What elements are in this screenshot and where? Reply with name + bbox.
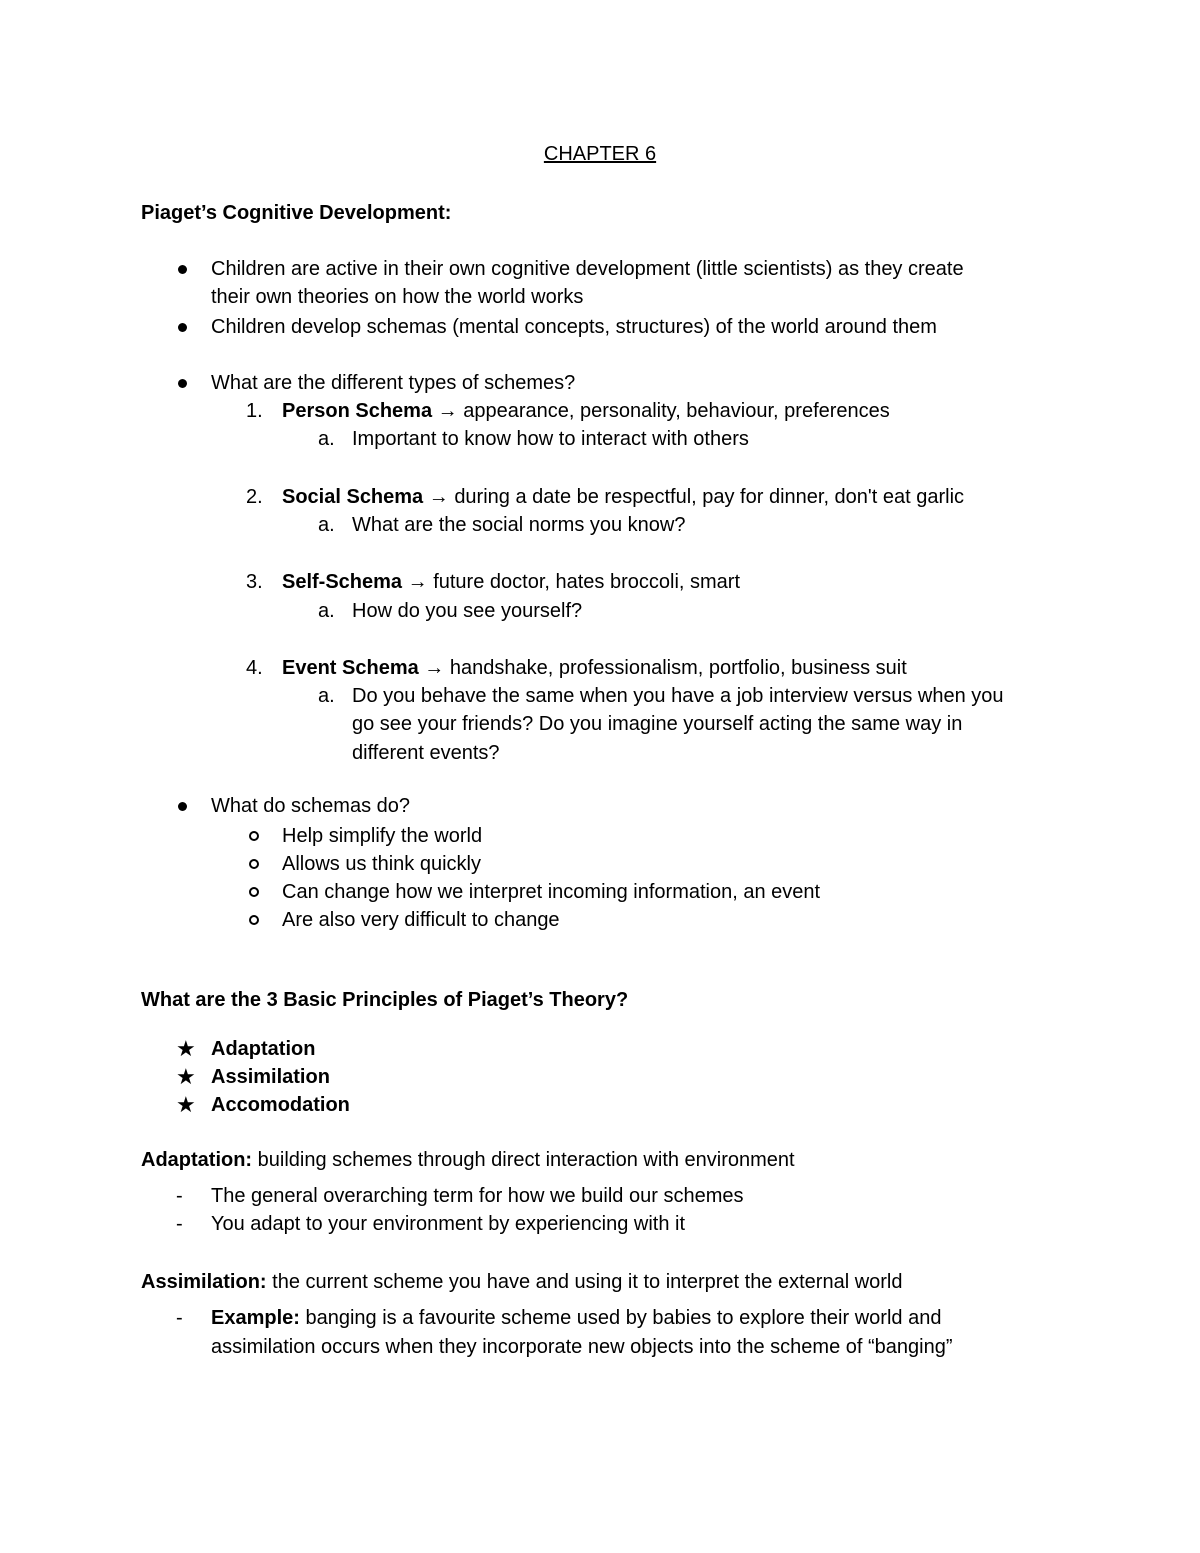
- bullet-text: Children are active in their own cognitive development (little scientists) as they create: [211, 258, 964, 280]
- schema-sub-item: How do you see yourself?: [352, 600, 583, 622]
- arrow-icon: →: [424, 657, 445, 679]
- schema-description: during a date be respectful, pay for dinner, don't eat garlic: [454, 486, 965, 508]
- bullet-text: Children develop schemas (mental concepts, structures) of the world around them: [211, 316, 937, 338]
- hollow-bullet-icon: [249, 859, 259, 869]
- assimilation-definition: [141, 1268, 903, 1296]
- schema-sub-item-continued: go see your friends? Do you imagine yourself acting the same way in: [352, 713, 963, 735]
- list-item: Help simplify the world: [282, 825, 483, 847]
- term-definition: the current scheme you have and using it to interpret the external world: [272, 1271, 903, 1293]
- schema-sub-item: What are the social norms you know?: [352, 514, 686, 536]
- star-icon: ★: [176, 1064, 196, 1089]
- sub-list-marker: a.: [318, 428, 335, 450]
- section-heading-basic-principles: What are the 3 Basic Principles of Piaget’s Theory?: [141, 989, 629, 1011]
- example-label: Example:: [211, 1307, 300, 1329]
- term-label: Adaptation:: [141, 1149, 253, 1171]
- bullet-text-continued: their own theories on how the world works: [211, 286, 584, 308]
- schema-description: handshake, professionalism, portfolio, business suit: [449, 657, 907, 679]
- hollow-bullet-icon: [249, 887, 259, 897]
- schema-sub-item: Important to know how to interact with others: [352, 428, 749, 450]
- bullet-text: What do schemas do?: [211, 795, 410, 817]
- section-heading-cognitive-development: Piaget’s Cognitive Development:: [141, 202, 452, 224]
- schema-item: [282, 483, 964, 511]
- example-text: banging is a favourite scheme used by babies to explore their world and: [305, 1307, 942, 1329]
- term-definition: building schemes through direct interaction with environment: [257, 1149, 795, 1171]
- sub-list-marker: a.: [318, 685, 335, 707]
- dash-marker: -: [176, 1185, 183, 1207]
- schema-description: future doctor, hates broccoli, smart: [433, 571, 740, 593]
- star-icon: ★: [176, 1092, 196, 1117]
- list-number: 2.: [246, 486, 263, 508]
- schema-item: [282, 397, 890, 425]
- term-label: Assimilation:: [141, 1271, 267, 1293]
- example-item: [211, 1304, 941, 1332]
- arrow-icon: →: [437, 400, 458, 422]
- principle-item: Assimilation: [211, 1066, 330, 1088]
- principle-item: Accomodation: [211, 1094, 350, 1116]
- list-item: Can change how we interpret incoming information, an event: [282, 881, 821, 903]
- schema-sub-item: Do you behave the same when you have a job interview versus when you: [352, 685, 1004, 707]
- dash-marker: -: [176, 1213, 183, 1235]
- bullet-dot-icon: [178, 379, 187, 388]
- sub-list-marker: a.: [318, 600, 335, 622]
- hollow-bullet-icon: [249, 915, 259, 925]
- arrow-icon: →: [428, 486, 449, 508]
- hollow-bullet-icon: [249, 831, 259, 841]
- schema-item: [282, 568, 740, 596]
- sub-list-marker: a.: [318, 514, 335, 536]
- star-icon: ★: [176, 1036, 196, 1061]
- list-item: Are also very difficult to change: [282, 909, 560, 931]
- arrow-icon: →: [407, 571, 428, 593]
- schema-name: Self-Schema: [282, 571, 403, 593]
- schema-description: appearance, personality, behaviour, preferences: [463, 400, 890, 422]
- schema-sub-item-continued: different events?: [352, 742, 500, 764]
- schema-name: Social Schema: [282, 486, 424, 508]
- schema-name: Person Schema: [282, 400, 433, 422]
- list-item: You adapt to your environment by experiencing with it: [211, 1213, 685, 1235]
- bullet-text: What are the different types of schemes?: [211, 372, 576, 394]
- page-title: CHAPTER 6: [543, 143, 657, 165]
- list-item: Allows us think quickly: [282, 853, 481, 875]
- bullet-dot-icon: [178, 802, 187, 811]
- dash-marker: -: [176, 1307, 183, 1329]
- schema-name: Event Schema: [282, 657, 419, 679]
- schema-item: [282, 654, 907, 682]
- adaptation-definition: [141, 1146, 795, 1174]
- bullet-dot-icon: [178, 323, 187, 332]
- example-text-continued: assimilation occurs when they incorporate new objects into the scheme of “banging”: [211, 1336, 953, 1358]
- bullet-dot-icon: [178, 265, 187, 274]
- list-number: 4.: [246, 657, 263, 679]
- list-item: The general overarching term for how we build our schemes: [211, 1185, 744, 1207]
- principle-item: Adaptation: [211, 1038, 316, 1060]
- list-number: 3.: [246, 571, 263, 593]
- list-number: 1.: [246, 400, 263, 422]
